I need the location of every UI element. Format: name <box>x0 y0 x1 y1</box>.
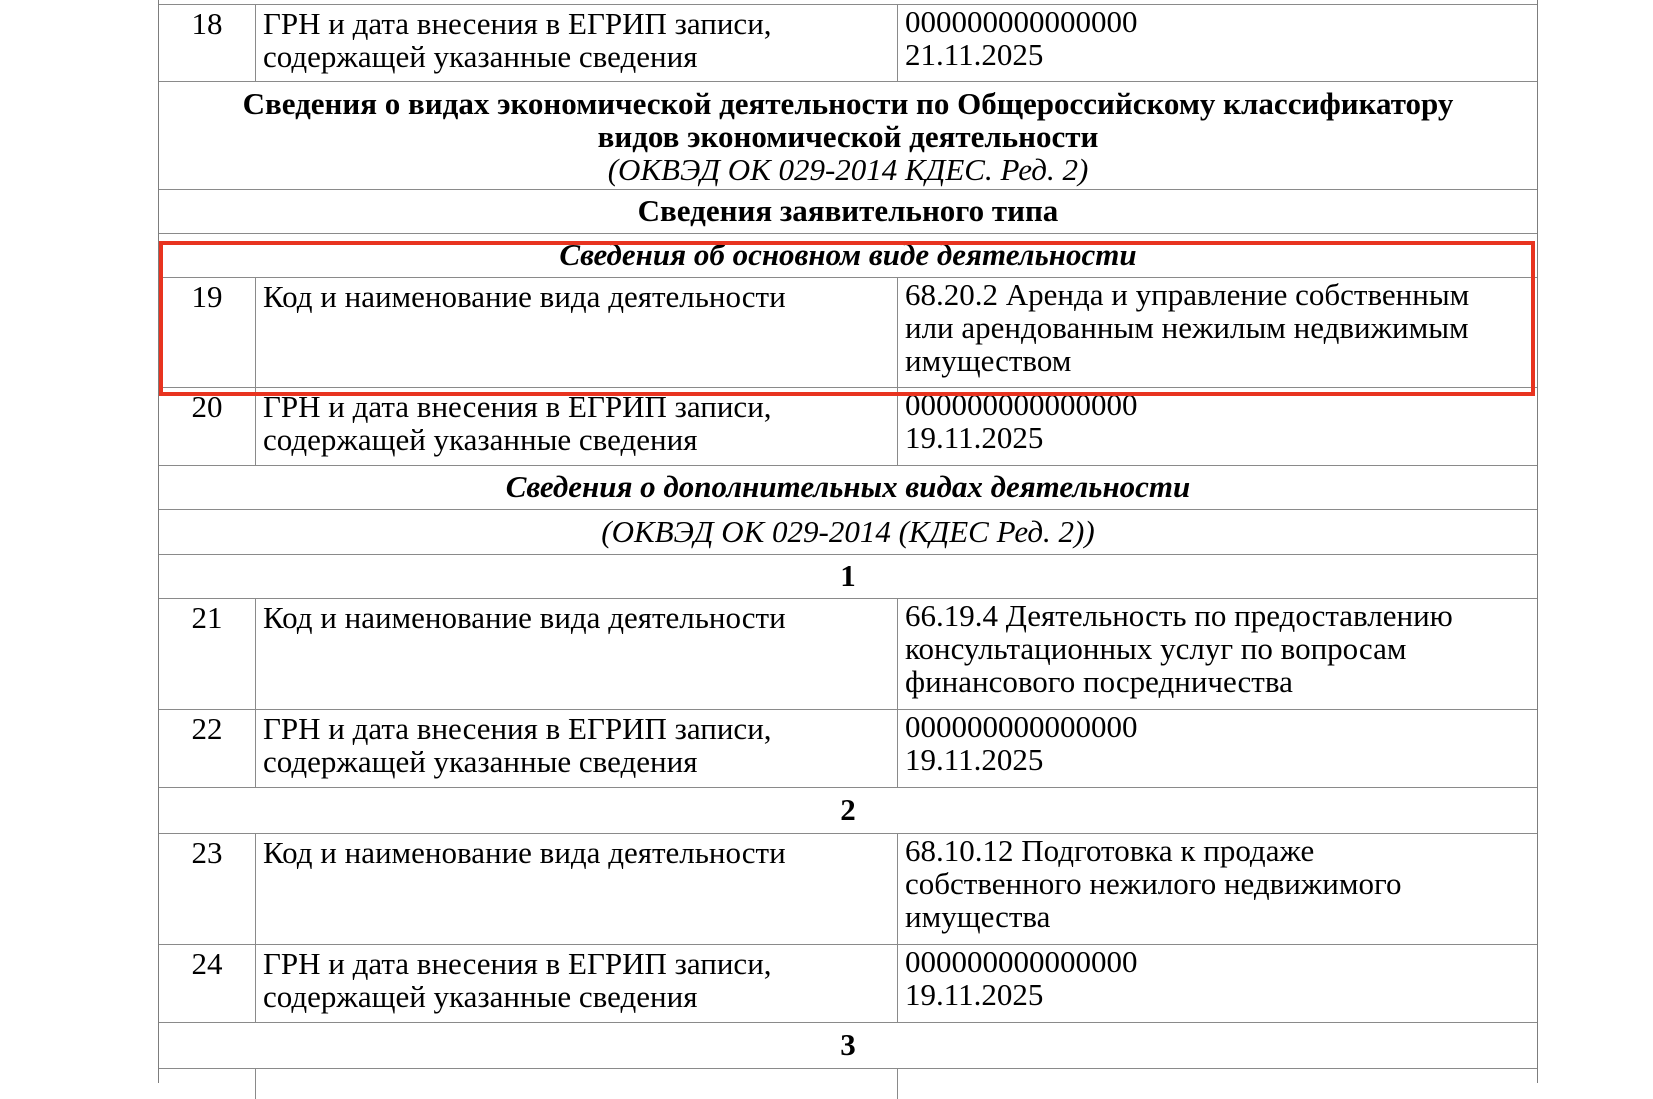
value-line: или арендованным нежилым недвижимым <box>905 310 1469 345</box>
row-value <box>897 5 1537 81</box>
value-line: 68.20.2 Аренда и управление собственным <box>905 277 1470 312</box>
value-line: имуществом <box>905 343 1072 378</box>
grn-value: 000000000000000 <box>905 944 1138 979</box>
group-number-3 <box>159 1023 1537 1069</box>
section-title <box>159 87 1537 186</box>
section-subtitle: (ОКВЭД ОК 029-2014 КДЕС. Ред. 2) <box>607 152 1089 187</box>
grn-value: 000000000000000 <box>905 4 1138 39</box>
row-value <box>897 278 1537 387</box>
row-value <box>897 1069 1537 1099</box>
date-value: 19.11.2025 <box>905 977 1044 1012</box>
egrip-extract-table <box>158 0 1538 1083</box>
date-value: 21.11.2025 <box>905 37 1044 72</box>
row-value <box>897 599 1537 709</box>
row-value <box>897 834 1537 944</box>
grn-value: 000000000000000 <box>905 387 1138 422</box>
section-title: Сведения о дополнительных видах деятельности <box>505 469 1191 504</box>
section-main-activity <box>159 234 1537 278</box>
row-label <box>255 945 897 1022</box>
section-title: Сведения заявительного типа <box>637 193 1059 228</box>
table-row-partial <box>159 1069 1537 1099</box>
table-row-19 <box>159 278 1537 388</box>
row-value <box>897 388 1537 465</box>
value-line: консультационных услуг по вопросам <box>905 631 1407 666</box>
group-number: 1 <box>840 558 856 593</box>
row-label: Код и наименование вида деятельности <box>255 278 897 387</box>
row-number: 18 <box>191 6 223 41</box>
row-label <box>255 1069 897 1099</box>
section-declarative <box>159 190 1537 234</box>
row-number: 19 <box>191 279 223 314</box>
value-line: собственного нежилого недвижимого <box>905 866 1402 901</box>
table-row-23 <box>159 834 1537 945</box>
grn-value: 000000000000000 <box>905 709 1138 744</box>
row-label: Код и наименование вида деятельности <box>255 834 897 944</box>
row-number: 23 <box>191 835 223 870</box>
row-label: Код и наименование вида деятельности <box>255 599 897 709</box>
group-number-1 <box>159 555 1537 599</box>
table-row-24 <box>159 945 1537 1023</box>
row-value <box>897 710 1537 787</box>
section-additional-activities <box>159 466 1537 510</box>
row-label <box>255 710 897 787</box>
label-line: ГРН и дата внесения в ЕГРИП записи, <box>263 389 772 424</box>
table-row-22 <box>159 710 1537 788</box>
group-number: 2 <box>840 792 856 827</box>
row-number: 20 <box>191 389 223 424</box>
section-okved-heading <box>159 82 1537 190</box>
value-line: 66.19.4 Деятельность по предоставлению <box>905 598 1453 633</box>
label-line: ГРН и дата внесения в ЕГРИП записи, <box>263 6 772 41</box>
group-number-2 <box>159 788 1537 834</box>
table-row-18 <box>159 4 1537 82</box>
value-line: имущества <box>905 899 1051 934</box>
value-line: 68.10.12 Подготовка к продаже <box>905 833 1315 868</box>
row-number: 21 <box>191 600 223 635</box>
section-title: Сведения об основном виде деятельности <box>559 237 1137 272</box>
value-line: финансового посредничества <box>905 664 1293 699</box>
section-subtitle: (ОКВЭД ОК 029-2014 (КДЕС Ред. 2)) <box>601 514 1095 549</box>
section-title-line: видов экономической деятельности <box>597 119 1099 154</box>
table-row-21 <box>159 599 1537 710</box>
row-number: 24 <box>191 946 223 981</box>
label-line: ГРН и дата внесения в ЕГРИП записи, <box>263 711 772 746</box>
row-label <box>255 5 897 81</box>
label-line: содержащей указанные сведения <box>263 744 698 779</box>
table-row-20 <box>159 388 1537 466</box>
label-line: ГРН и дата внесения в ЕГРИП записи, <box>263 946 772 981</box>
group-number: 3 <box>840 1027 856 1062</box>
label-line: содержащей указанные сведения <box>263 39 698 74</box>
row-number: 22 <box>191 711 223 746</box>
row-label <box>255 388 897 465</box>
date-value: 19.11.2025 <box>905 420 1044 455</box>
label-line: содержащей указанные сведения <box>263 979 698 1014</box>
section-additional-okved <box>159 510 1537 555</box>
date-value: 19.11.2025 <box>905 742 1044 777</box>
row-value <box>897 945 1537 1022</box>
label-line: содержащей указанные сведения <box>263 422 698 457</box>
section-title-line: Сведения о видах экономической деятельности по Общероссийскому классификатору <box>242 86 1454 121</box>
